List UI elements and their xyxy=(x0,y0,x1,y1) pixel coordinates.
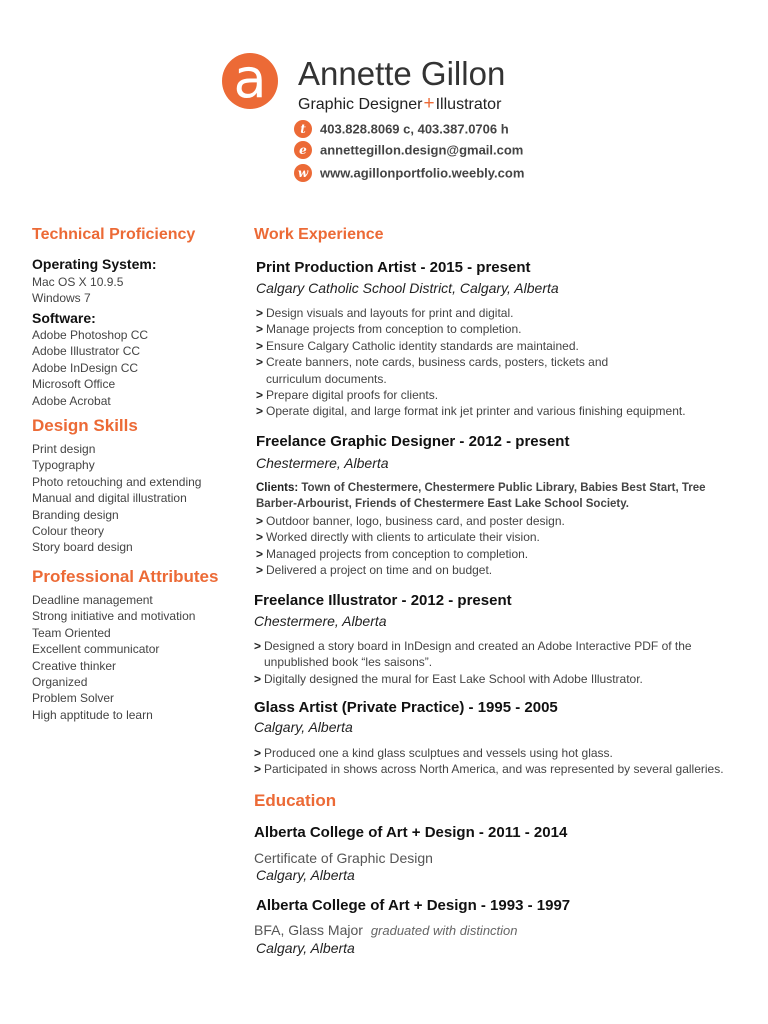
list-item: Problem Solver xyxy=(32,691,115,706)
tagline-part1: Graphic Designer xyxy=(298,96,423,113)
job-title: Freelance Graphic Designer - 2012 - present xyxy=(256,433,570,450)
education-credential: Certificate of Graphic Design xyxy=(254,850,433,866)
list-item: Excellent communicator xyxy=(32,642,160,657)
design-skills-heading: Design Skills xyxy=(32,416,138,435)
list-item: Strong initiative and motivation xyxy=(32,609,196,624)
list-item: Manual and digital illustration xyxy=(32,491,187,506)
resume-name: Annette Gillon xyxy=(298,55,506,92)
tagline-part2: Illustrator xyxy=(435,96,502,113)
list-item: Adobe Illustrator CC xyxy=(32,344,141,359)
education-location: Calgary, Alberta xyxy=(256,867,355,883)
list-item: Adobe Acrobat xyxy=(32,393,111,408)
contact-phone xyxy=(294,120,509,140)
job-tagline xyxy=(298,93,501,115)
list-item: Photo retouching and extending xyxy=(32,474,202,489)
list-item: Microsoft Office xyxy=(32,377,116,392)
job-bullets xyxy=(256,513,726,579)
education-credential-line xyxy=(254,922,518,938)
job-location: Calgary Catholic School District, Calgary, Alberta xyxy=(256,280,559,296)
design-skills-list xyxy=(32,441,201,556)
list-item: > Worked directly with clients to articulate their vision. xyxy=(256,529,726,545)
education-location: Calgary, Alberta xyxy=(256,940,355,956)
list-item: Typography xyxy=(32,458,95,473)
job-bullets xyxy=(254,745,724,778)
list-item: > Manage projects from conception to completion. xyxy=(256,321,726,337)
list-item: Windows 7 xyxy=(32,291,91,306)
software-label: Software: xyxy=(32,310,96,326)
list-item: Adobe Photoshop CC xyxy=(32,328,149,342)
job-bullets xyxy=(254,638,724,687)
list-item: Organized xyxy=(32,674,88,689)
job-location: Chestermere, Alberta xyxy=(256,455,389,471)
contact-email[interactable] xyxy=(294,141,523,161)
list-item: Print design xyxy=(32,442,96,456)
list-item: Adobe InDesign CC xyxy=(32,360,139,375)
education-title: Alberta College of Art + Design - 1993 - 1997 xyxy=(256,897,571,914)
list-item: Creative thinker xyxy=(32,658,117,673)
logo-letter: a xyxy=(233,47,267,110)
job-title: Print Production Artist - 2015 - present xyxy=(256,259,531,276)
email-link[interactable]: annettegillon.design@gmail.com xyxy=(320,142,524,158)
list-item: > Digitally designed the mural for East Lake School with Adobe Illustrator. xyxy=(254,671,724,687)
education-title: Alberta College of Art + Design - 2011 - 2014 xyxy=(254,824,568,841)
list-item: > Outdoor banner, logo, business card, and poster design. xyxy=(256,513,726,529)
job-title: Glass Artist (Private Practice) - 1995 - 2005 xyxy=(254,699,558,716)
list-item: Branding design xyxy=(32,507,119,522)
list-item: > Participated in shows across North America, and was represented by several galleries. xyxy=(254,761,724,777)
web-icon: w xyxy=(294,164,312,182)
list-item: Deadline management xyxy=(32,593,153,607)
list-item: > Delivered a project on time and on budget. xyxy=(256,562,726,578)
os-list xyxy=(32,274,123,307)
job-bullets xyxy=(256,305,726,420)
list-item: Story board design xyxy=(32,540,133,555)
education-note: graduated with distinction xyxy=(370,923,518,938)
list-item: > Designed a story board in InDesign and created an Adobe Interactive PDF of the unpublished book “les saisons”. xyxy=(254,638,724,671)
list-item: > Design visuals and layouts for print and digital. xyxy=(256,305,726,321)
attributes-heading: Professional Attributes xyxy=(32,567,219,586)
list-item: > Ensure Calgary Catholic identity standards are maintained. xyxy=(256,338,726,354)
education-credential: BFA, Glass Major xyxy=(254,922,363,938)
phone-icon: t xyxy=(294,120,312,138)
list-item: Mac OS X 10.9.5 xyxy=(32,275,124,289)
list-item: > Produced one a kind glass sculptues and vessels using hot glass. xyxy=(254,745,724,761)
job-title: Freelance Illustrator - 2012 - present xyxy=(254,592,512,609)
list-item: > Managed projects from conception to completion. xyxy=(256,546,726,562)
os-label: Operating System: xyxy=(32,256,157,272)
software-list xyxy=(32,327,148,409)
email-icon: e xyxy=(294,141,312,159)
logo xyxy=(222,47,278,110)
list-item: > Operate digital, and large format ink jet printer and various finishing equipment. xyxy=(256,403,726,419)
tagline-plus: + xyxy=(423,93,435,114)
contact-website[interactable] xyxy=(294,164,524,184)
list-item: > Prepare digital proofs for clients. xyxy=(256,387,726,403)
job-location: Chestermere, Alberta xyxy=(254,613,387,629)
phone-text: 403.828.8069 c, 403.387.0706 h xyxy=(320,121,509,137)
work-experience-heading: Work Experience xyxy=(254,226,384,243)
technical-heading: Technical Proficiency xyxy=(32,226,196,243)
list-item: Colour theory xyxy=(32,523,105,538)
clients-text: Town of Chestermere, Chestermere Public Library, Babies Best Start, Tree Barber-Arbourist, Friends of Chestermere East Lake School Society. xyxy=(256,482,706,511)
clients-label: Clients: xyxy=(256,482,299,494)
list-item: High apptitude to learn xyxy=(32,707,153,722)
attributes-list xyxy=(32,592,195,723)
list-item: > Create banners, note cards, business cards, posters, tickets and curriculum documents. xyxy=(256,354,726,387)
job-location: Calgary, Alberta xyxy=(254,719,353,735)
website-link[interactable]: www.agillonportfolio.weebly.com xyxy=(320,165,525,181)
clients-line xyxy=(256,480,726,513)
list-item: Team Oriented xyxy=(32,625,111,640)
education-heading: Education xyxy=(254,791,337,810)
